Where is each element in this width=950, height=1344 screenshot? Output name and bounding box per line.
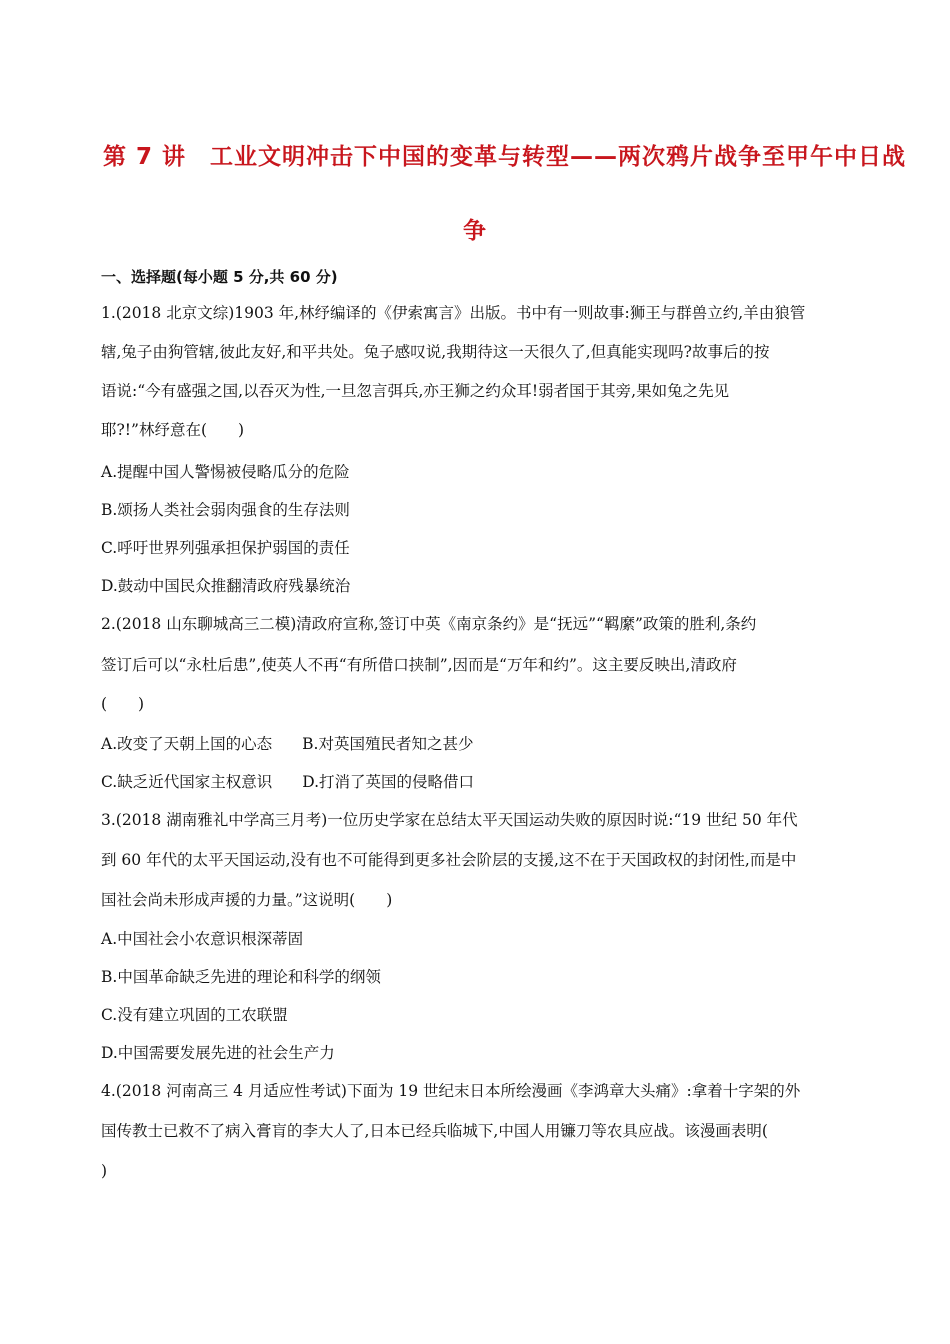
- question-3-option-c: C.没有建立巩固的工农联盟: [101, 1006, 288, 1024]
- section-heading: 一、选择题(每小题 5 分,共 60 分): [101, 268, 338, 286]
- question-1-text: 辖,兔子由狗管辖,彼此友好,和平共处。兔子感叹说,我期待这一天很久了,但真能实现吗?故事后的按: [101, 343, 770, 361]
- question-1-option-d: D.鼓动中国民众推翻清政府残暴统治: [101, 577, 351, 595]
- question-3-text: 国社会尚未形成声援的力量。”这说明( ): [101, 891, 393, 909]
- page-title-line2: 争: [463, 218, 487, 244]
- question-2-options-row: [101, 734, 473, 754]
- question-2-option-d: D.打消了英国的侵略借口: [302, 773, 475, 791]
- question-4-text: 国传教士已救不了病入膏肓的李大人了,日本已经兵临城下,中国人用镰刀等农具应战。该漫画表明(: [101, 1122, 768, 1140]
- question-1-text: 1.(2018 北京文综)1903 年,林纾编译的《伊索寓言》出版。书中有一则故事:狮王与群兽立约,羊由狼管: [101, 304, 806, 322]
- question-1-option-c: C.呼吁世界列强承担保护弱国的责任: [101, 539, 350, 557]
- question-1-option-b: B.颂扬人类社会弱肉强食的生存法则: [101, 501, 350, 519]
- question-3-option-a: A.中国社会小农意识根深蒂固: [101, 930, 304, 948]
- question-4-text: ): [101, 1162, 108, 1180]
- question-2-text: 2.(2018 山东聊城高三二模)清政府宣称,签订中英《南京条约》是“抚远”“羁縻”政策的胜利,条约: [101, 615, 757, 633]
- question-3-text: 3.(2018 湖南雅礼中学高三月考)一位历史学家在总结太平天国运动失败的原因时说:“19 世纪 50 年代: [101, 811, 798, 829]
- question-2-text: ( ): [101, 695, 145, 713]
- question-3-option-d: D.中国需要发展先进的社会生产力: [101, 1044, 335, 1062]
- question-3-text: 到 60 年代的太平天国运动,没有也不可能得到更多社会阶层的支援,这不在于天国政权的封闭性,而是中: [101, 851, 797, 869]
- question-3-option-b: B.中国革命缺乏先进的理论和科学的纲领: [101, 968, 381, 986]
- question-2-option-a: A.改变了天朝上国的心态: [101, 735, 273, 753]
- question-2-text: 签订后可以“永杜后患”,使英人不再“有所借口挟制”,因而是“万年和约”。这主要反映出,清政府: [101, 656, 737, 674]
- question-2-options-row: [101, 772, 474, 792]
- question-2-option-c: C.缺乏近代国家主权意识: [101, 773, 273, 791]
- question-4-text: 4.(2018 河南高三 4 月适应性考试)下面为 19 世纪末日本所绘漫画《李鸿章大头痛》:拿着十字架的外: [101, 1082, 801, 1100]
- page-title-line1: 第 7 讲 工业文明冲击下中国的变革与转型——两次鸦片战争至甲午中日战: [103, 144, 907, 170]
- question-1-text: 语说:“今有盛强之国,以吞灭为性,一旦忽言弭兵,亦王狮之约众耳!弱者国于其旁,果如兔之先见: [101, 382, 730, 400]
- question-1-text: 耶?!”林纾意在( ): [101, 421, 245, 439]
- question-1-option-a: A.提醒中国人警惕被侵略瓜分的危险: [101, 463, 350, 481]
- question-2-option-b: B.对英国殖民者知之甚少: [302, 735, 474, 753]
